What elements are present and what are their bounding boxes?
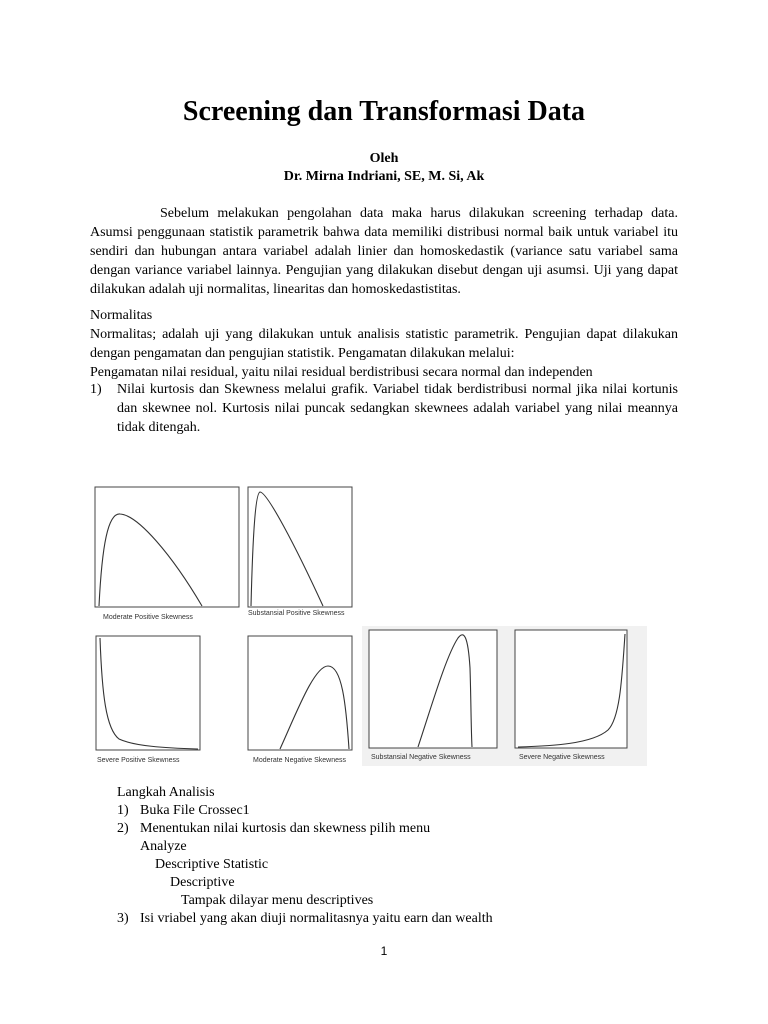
section-heading-normalitas: Normalitas [90,308,153,323]
list-number: 1) [90,382,102,397]
figure-moderate-positive-skewness [92,485,242,625]
figure-caption: Moderate Negative Skewness [253,757,346,764]
figure-substansial-negative-skewness [366,628,501,764]
normalitas-paragraph: Normalitas; adalah uji yang dilakukan untuk analisis statistic parametrik. Pengujian dapat dilakukan dengan pengamatan dan pengujian statistik. Pengamatan dilakukan melalui: [90,327,678,361]
figure-caption: Severe Negative Skewness [519,754,605,761]
figure-caption: Substansial Negative Skewness [371,754,471,761]
figure-caption: Substansial Positive Skewness [248,610,345,617]
author-prefix: Oleh [369,151,399,166]
langkah-heading: Langkah Analisis [117,785,215,800]
residual-line: Pengamatan nilai residual, yaitu nilai residual berdistribusi secara normal dan independen [90,365,593,380]
menu-analyze: Analyze [140,839,187,854]
list-item [90,380,678,437]
figure-severe-negative-skewness [512,628,630,764]
step-text: Isi vriabel yang akan diuji normalitasnya yaitu earn dan wealth [140,911,493,926]
intro-paragraph: Sebelum melakukan pengolahan data maka harus dilakukan screening terhadap data. Asumsi penggunaan statistik parametrik bahwa data memiliki distribusi normal baik untuk variabel itu sendiri dan hubungan antara variabel adalah linier dan homoskedastik (variance satu variabel sama dengan variance variabel lainnya. Pengujian yang dilakukan disebut dengan uji asumsi. Uji yang dapat dilakukan adalah uji normalitas, linearitas dan homoskedastistitas. [90,206,678,297]
page-number: 1 [380,944,388,958]
moderate-negative-skewness-chart [246,634,356,754]
step-text: Menentukan nilai kurtosis dan skewness pilih menu [140,821,431,836]
menu-descriptive-statistic: Descriptive Statistic [155,857,269,872]
step-number: 2) [117,821,129,836]
menu-descriptive: Descriptive [170,875,235,890]
menu-note: Tampak dilayar menu descriptives [181,893,374,908]
moderate-positive-skewness-chart [92,485,242,610]
severe-negative-skewness-chart [512,628,630,752]
figure-caption: Moderate Positive Skewness [103,614,193,621]
figure-severe-positive-skewness [94,634,204,768]
step-number: 3) [117,911,129,926]
list-text: Nilai kurtosis dan Skewness melalui grafik. Variabel tidak berdistribusi normal jika nilai kortunis dan skewnee nol. Kurtosis nilai puncak sedangkan skewnees adalah variabel yang nilai meannya tidak ditengah. [117,382,678,435]
substansial-positive-skewness-chart [245,485,355,610]
step-text: Buka File Crossec1 [140,803,250,818]
step-number: 1) [117,803,129,818]
author-name: Dr. Mirna Indriani, SE, M. Si, Ak [283,169,485,184]
figure-caption: Severe Positive Skewness [97,757,180,764]
figure-substansial-positive-skewness [245,485,355,625]
document-title: Screening dan Transformasi Data [182,96,586,127]
figure-moderate-negative-skewness [246,634,356,768]
substansial-negative-skewness-chart [366,628,501,752]
severe-positive-skewness-chart [94,634,204,754]
